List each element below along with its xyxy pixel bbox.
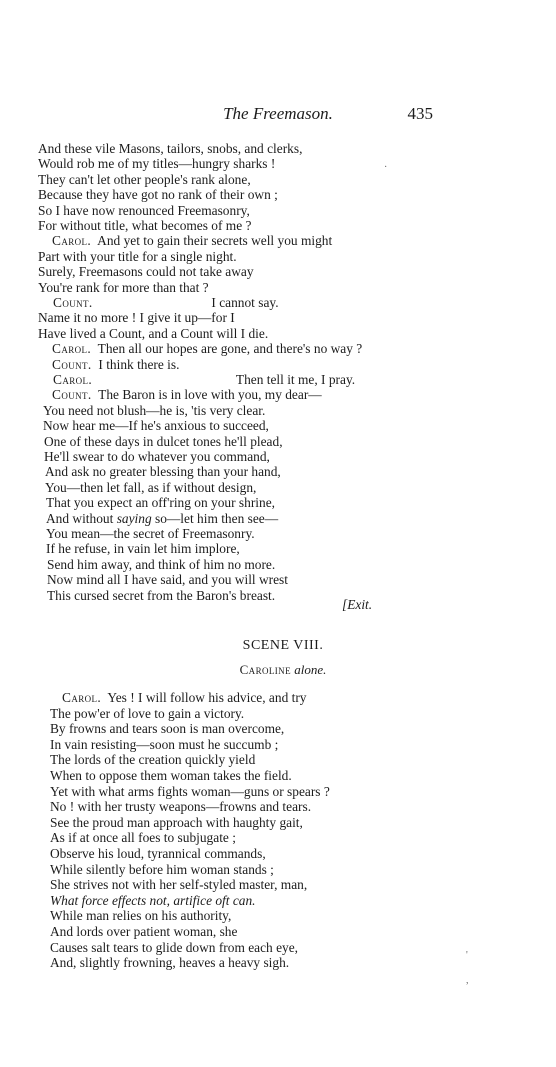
line-text: She strives not with her self-styled master, man, (50, 877, 308, 893)
line-text: While man relies on his authority, (50, 908, 232, 924)
verse-line (53, 295, 279, 310)
scene-character: Caroline (239, 662, 291, 677)
speaker-name: Carol. (52, 341, 92, 357)
line-text: You need not blush—he is, 'tis very clear. (43, 402, 266, 418)
scene-subheading (0, 662, 556, 678)
verse-line (50, 815, 303, 830)
verse-line (62, 690, 307, 705)
line-text: And lords over patient woman, she (50, 924, 238, 939)
line-text: Because they have got no rank of their own ; (38, 187, 278, 203)
line-text: Then all our hopes are gone, and there's no way ? (97, 341, 363, 357)
line-text: One of these days in dulcet tones he'll plead, (44, 433, 283, 449)
verse-line (38, 203, 250, 218)
line-text: Name it no more ! I give it up—for I (38, 310, 235, 326)
verse-line (38, 172, 251, 187)
verse-line (43, 418, 269, 433)
line-text: You mean—the secret of Freemasonry. (46, 526, 255, 541)
scene-direction: alone. (294, 662, 327, 677)
line-text: And, slightly frowning, heaves a heavy sigh. (50, 955, 290, 971)
speaker-name: Carol. (62, 690, 102, 705)
line-text: Now mind all I have said, and you will wrest (47, 572, 288, 588)
verse-line (47, 572, 288, 587)
speaker-name: Count. (52, 356, 92, 372)
verse-line (38, 326, 268, 341)
speaker-name: Carol. (52, 233, 92, 249)
line-text: The pow'er of love to gain a victory. (50, 705, 245, 721)
line-text: Now hear me—If he's anxious to succeed, (43, 418, 269, 434)
page-number: 435 (407, 104, 433, 123)
line-text: That you expect an off'ring on your shrine, (46, 495, 276, 511)
verse-line (46, 526, 255, 541)
line-text: And these vile Masons, tailors, snobs, and clerks, (38, 141, 303, 156)
line-text: The lords of the creation quickly yield (50, 752, 256, 768)
stray-mark: ' (466, 950, 468, 961)
line-text: Yet with what arms fights woman—guns or spears ? (50, 783, 330, 799)
line-text: You're rank for more than that ? (38, 279, 209, 295)
verse-line (45, 480, 256, 495)
stray-mark: , (466, 975, 469, 986)
line-text: Yes ! I will follow his advice, and try (107, 690, 307, 705)
emphasized-text: saying (116, 510, 152, 526)
emphasized-text: What force effects not, artifice oft can. (50, 892, 256, 908)
line-text: And ask no greater blessing than your hand, (45, 464, 281, 480)
verse-line (50, 799, 311, 814)
verse-line (52, 341, 362, 356)
verse-line (38, 187, 278, 202)
line-text: The Baron is in love with you, my dear— (98, 387, 322, 403)
line-text: When to oppose them woman takes the field. (50, 768, 292, 783)
verse-line (50, 846, 266, 861)
verse-line (38, 280, 209, 295)
verse-line (50, 737, 278, 752)
line-text: For without title, what becomes of me ? (38, 218, 252, 233)
page-header (0, 104, 556, 130)
scene-heading: SCENE VIII. (242, 638, 324, 653)
verse-line (38, 249, 237, 264)
line-text: Would rob me of my titles—hungry sharks ! (38, 156, 276, 172)
line-text: And yet to gain their secrets well you might (97, 233, 333, 249)
line-text: If he refuse, in vain let him implore, (46, 541, 240, 557)
line-text: You—then let fall, as if without design, (45, 479, 257, 495)
verse-line (52, 357, 179, 372)
line-text: Observe his loud, tyrannical commands, (50, 846, 266, 861)
verse-line (50, 706, 244, 721)
speaker-name: Count. (52, 387, 92, 403)
verse-line (52, 387, 322, 402)
speaker-name: Carol. (53, 372, 93, 387)
verse-line (50, 924, 237, 939)
line-text: I think there is. (98, 356, 180, 372)
line-text: Have lived a Count, and a Count will I die. (38, 325, 269, 341)
verse-line (50, 908, 231, 923)
verse-line (44, 449, 270, 464)
verse-line (44, 434, 283, 449)
verse-line (38, 218, 251, 233)
line-text: By frowns and tears soon is man overcome, (50, 721, 285, 737)
verse-line (50, 955, 289, 970)
verse-line (50, 721, 284, 736)
stray-mark: · (384, 162, 388, 173)
verse-line (53, 372, 355, 387)
verse-line (50, 862, 274, 877)
verse-line (43, 403, 265, 418)
verse-line (46, 541, 240, 556)
verse-line (50, 768, 292, 783)
speaker-name: Count. (53, 295, 93, 310)
verse-line (38, 310, 235, 325)
line-text: While silently before him woman stands ; (50, 861, 274, 877)
line-text: Send him away, and think of him no more. (47, 556, 276, 572)
line-text: Part with your title for a single night. (38, 248, 237, 264)
verse-line (46, 495, 275, 510)
running-title: The Freemason. (223, 104, 333, 123)
line-text: See the proud man approach with haughty gait, (50, 814, 303, 830)
verse-line (52, 233, 332, 248)
verse-line (50, 893, 256, 908)
verse-line (38, 141, 302, 156)
line-text: As if at once all foes to subjugate ; (50, 830, 236, 846)
verse-line (47, 557, 275, 572)
line-text: He'll swear to do whatever you command, (44, 449, 270, 464)
line-text: In vain resisting—soon must he succumb ; (50, 736, 279, 752)
line-text: I cannot say. (211, 295, 279, 310)
line-text: So I have now renounced Freemasonry, (38, 202, 250, 218)
verse-line (50, 752, 255, 767)
verse-line (50, 830, 236, 845)
verse-line (38, 264, 254, 279)
verse-line (47, 588, 275, 603)
line-text: Causes salt tears to glide down from each eye, (50, 939, 299, 955)
verse-line (45, 464, 281, 479)
line-text: Then tell it me, I pray. (235, 372, 356, 387)
verse-line (50, 877, 307, 892)
line-text: This cursed secret from the Baron's breast. (47, 587, 276, 603)
verse-line (50, 940, 298, 955)
stage-direction-exit: [Exit. (342, 597, 373, 612)
line-text: They can't let other people's rank alone, (38, 171, 251, 187)
verse-line (38, 156, 275, 171)
line-text: Surely, Freemasons could not take away (38, 264, 254, 280)
line-text: No ! with her trusty weapons—frowns and tears. (50, 799, 312, 815)
verse-line (50, 784, 330, 799)
verse-line: And without saying so—let him then see— (46, 510, 279, 526)
